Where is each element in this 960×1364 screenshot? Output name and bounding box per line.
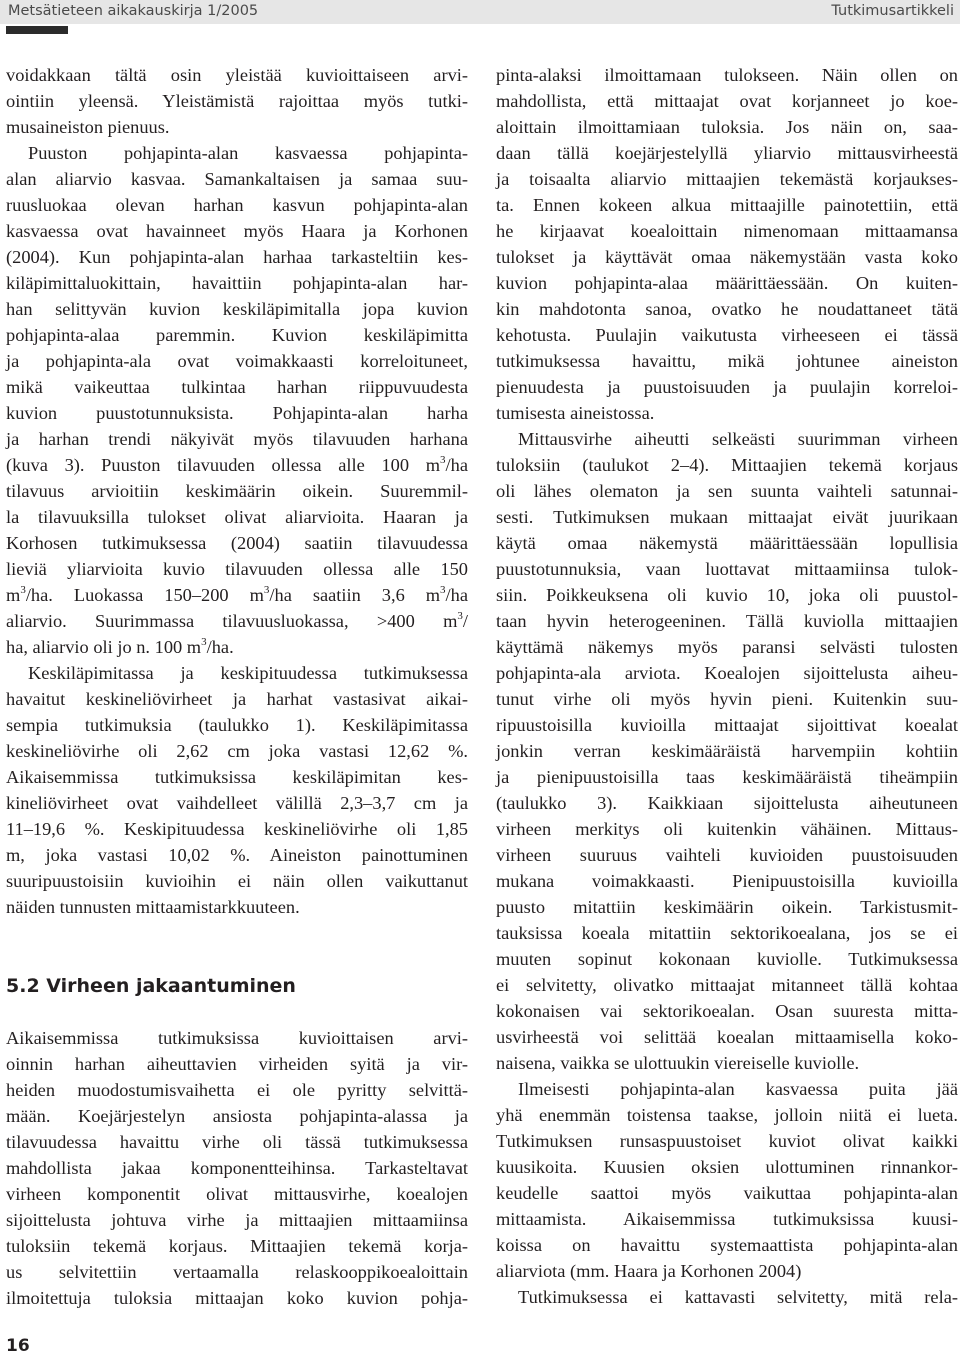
text-line: tilavuudessa havaittu virhe oli tässä tutkimuksessa bbox=[6, 1132, 468, 1152]
text-line: Tutkimuksen runsaspuustoiset kuviot olivat kaikki bbox=[496, 1131, 958, 1151]
text-line: ja toisaalta aliarvio mittaajien tekemästä korjaukses- bbox=[496, 169, 958, 189]
text-line: la tilavuuksilla tulokset olivat aliarvioita. Haaran ja bbox=[6, 507, 468, 527]
superscript: 3 bbox=[440, 453, 446, 466]
superscript: 3 bbox=[440, 583, 446, 596]
text-line: tumisesta aineistossa. bbox=[496, 403, 655, 423]
text-line: sempia tutkimuksia (taulukko 1). Keskiläpimitassa bbox=[6, 715, 468, 735]
text-line: Puuston pohjapinta-alan kasvaessa pohjapinta- bbox=[28, 143, 468, 163]
page-number: 16 bbox=[6, 1336, 30, 1356]
text-line: ja pohjapinta-ala ovat voimakkaasti korreloituneet, bbox=[6, 351, 468, 371]
text-line: heiden muodostumisvaihetta ei ole pyritty selvittä- bbox=[6, 1080, 468, 1100]
superscript: 3 bbox=[263, 583, 270, 596]
text-line: muuten sopinut kokonaan kuviolle. Tutkimuksessa bbox=[496, 949, 958, 969]
text-line: alan aliarvio kasvaa. Samankaltaisen ja samaa suu- bbox=[6, 169, 468, 189]
text-line: pienuudesta ja puustoisuuden ja puulajin korreloi- bbox=[496, 377, 958, 397]
superscript: 3 bbox=[457, 609, 463, 622]
text-line: kokonaisen vai sektorikoealan. Osan suuresta mitta- bbox=[496, 1001, 958, 1021]
text-line: Mittausvirhe aiheutti selkeästi suurimman virheen bbox=[518, 429, 958, 449]
text-line: näiden tunnusten mittaamistarkkuuteen. bbox=[6, 897, 300, 917]
text-line: ta. Ennen kokeen alkua mittaajille painotettiin, että bbox=[496, 195, 958, 215]
text-line: virheen suuruus vaihteli kuvioiden puustoisuuden bbox=[496, 845, 958, 865]
text-line: mittaamista. Aikaisemmissa tutkimuksissa kuusi- bbox=[496, 1209, 958, 1229]
text-line: tutkimuksessa havaittu, mikä johtunee aineiston bbox=[496, 351, 958, 371]
text-line: Keskiläpimitassa ja keskipituudessa tutkimuksessa bbox=[28, 663, 468, 683]
text-line: kiläpimittaluokittain, havaittiin pohjapinta-alan har- bbox=[6, 273, 468, 293]
text-line: oinnin harhan aiheuttavien virheiden syitä ja vir- bbox=[6, 1054, 468, 1074]
right-column bbox=[496, 62, 958, 1310]
text-line: keudelle saattoi myös vaikuttaa pohjapinta-alan bbox=[496, 1183, 958, 1203]
text-line: puusto mitattiin keskimäärin oikein. Tarkistusmit- bbox=[496, 897, 958, 917]
text-line: yhä enemmän toistensa taakse, jolloin niitä ei lueta. bbox=[496, 1105, 958, 1125]
text-line: (taulukko 3). Kaikkiaan sijoittelusta aiheutuneen bbox=[496, 793, 958, 813]
text-line: käyttämä näkemys myös paransi selvästi tulosten bbox=[496, 637, 958, 657]
running-header bbox=[0, 0, 960, 24]
text-line: Aikaisemmissa tutkimuksissa kuvioittaisen arvi- bbox=[6, 1028, 468, 1048]
text-line: mahdollista jakaa komponentteihinsa. Tarkasteltavat bbox=[6, 1158, 468, 1178]
text-line: m, joka vastasi 10,02 %. Aineiston painottuminen bbox=[6, 845, 468, 865]
text-line: us selvitettiin vertaamalla relaskooppikoealoittain bbox=[6, 1262, 468, 1282]
text-line: Tutkimuksessa ei kattavasti selvitetty, mitä rela- bbox=[518, 1287, 958, 1307]
text-line: kuvion puustotunnuksista. Pohjapinta-alan harha bbox=[6, 403, 468, 423]
text-line: kehotusta. Puulajin vaikutusta virheeseen ei tässä bbox=[496, 325, 958, 345]
text-line: (2004). Kun pohjapinta-alan harhaa tarkasteltiin kes- bbox=[6, 247, 468, 267]
text-line: (kuva 3). Puuston tilavuuden ollessa alle 100 $m^3/ha$ bbox=[6, 453, 468, 475]
text-line: pinta-alaksi ilmoittamaan tulokseen. Näin ollen on bbox=[496, 65, 958, 85]
text-line: han selittyvän kuvion keskiläpimitalla jopa kuvion bbox=[6, 299, 468, 319]
text-line: tauksissa koeala mitattiin sektorikoealana, jos se ei bbox=[496, 923, 958, 943]
text-line: aliarvio. Suurimmassa tilavuusluokassa, >400 $m^3/$ bbox=[6, 609, 468, 631]
section-label: Tutkimusartikkeli bbox=[831, 3, 954, 19]
text-line: Korhosen tutkimuksessa (2004) saatiin tilavuudessa bbox=[6, 533, 468, 553]
text-line: sijoittelusta johtuva virhe ja mittaajien mittaamiinsa bbox=[6, 1210, 468, 1230]
text-line: tunut virhe oli myös hyvin pieni. Kuitenkin suu- bbox=[496, 689, 958, 709]
text-line: kineliövirheet ovat vaihdelleet välillä 2,3–3,7 cm ja bbox=[6, 793, 468, 813]
left-column-top bbox=[6, 62, 468, 920]
text-line: voidakkaan tältä osin yleistää kuvioittaiseen arvi- bbox=[6, 65, 468, 85]
text-line: aloittain ilmoittamiaan tuloksia. Jos näin on, saa- bbox=[496, 117, 958, 137]
text-line: usvirheestä voi selittää koealan mittaamisella koko- bbox=[496, 1027, 958, 1047]
journal-title: Metsätieteen aikakauskirja 1/2005 bbox=[8, 3, 259, 19]
text-line: Ilmeisesti pohjapinta-alan kasvaessa puita jää bbox=[518, 1079, 958, 1099]
text-line: aliarviota (mm. Haara ja Korhonen 2004) bbox=[496, 1261, 802, 1281]
text-line: koissa on havaittu systemaattista pohjapinta-alan bbox=[496, 1235, 958, 1255]
text-line: $m^3/ha$. Luokassa 150–200 $m^3/ha$ saatiin 3,6 $m^3/ha$ bbox=[6, 583, 468, 605]
superscript: 3 bbox=[201, 635, 207, 648]
text-line: ja pienipuustoisilla taas keskimääräistä tiheämpiin bbox=[496, 767, 958, 787]
text-line: keskineliövirhe oli 2,62 cm joka vastasi 12,62 %. bbox=[6, 741, 468, 761]
text-line: suuripuustoisiin kuvioihin ei näin ollen vaikuttanut bbox=[6, 871, 468, 891]
text-line: puustotunnuksia, vaan luottavat mittaamiinsa tulok- bbox=[496, 559, 958, 579]
text-line: kasvaessa ovat havainneet myös Haara ja Korhonen bbox=[6, 221, 468, 241]
text-line: käytä omaa näkemystä määrittäessään lopullisia bbox=[496, 533, 958, 553]
text-line: tuloksiin (taulukot 2–4). Mittaajien tekemä korjaus bbox=[496, 455, 958, 475]
text-line: jonkin verran keskimääräistä harvempiin kohtiin bbox=[496, 741, 958, 761]
text-line: sesti. Tutkimuksen mukaan mittaajat eivät juurikaan bbox=[496, 507, 958, 527]
text-line: mukana voimakkaasti. Pienipuustoisilla kuvioilla bbox=[496, 871, 958, 891]
text-line: lieviä yliarvioita kuvio tilavuuden ollessa alle 150 bbox=[6, 559, 468, 579]
superscript: 3 bbox=[20, 583, 26, 596]
text-line: kin mahdotonta sanoa, ovatko he noudattaneet tätä bbox=[496, 299, 958, 319]
text-line: Aikaisemmissa tutkimuksissa keskiläpimitan kes- bbox=[6, 767, 468, 787]
text-line: musaineiston pienuus. bbox=[6, 117, 170, 137]
text-line: tulokset ja käyttävät omaa näkemystään vasta koko bbox=[496, 247, 958, 267]
header-accent-bar bbox=[6, 26, 68, 34]
text-line: mikä vaikeuttaa tulkintaa harhan riippuvuudesta bbox=[6, 377, 468, 397]
text-line: tuloksiin tekemä korjaus. Mittaajien tekemä korja- bbox=[6, 1236, 468, 1256]
text-line: mahdollista, että mittaajat ovat korjanneet jo koe- bbox=[496, 91, 958, 111]
text-line: kuusikoita. Kuusien oksien ulottuminen rinnankor- bbox=[496, 1157, 958, 1177]
text-line: daan tällä koejärjestelyllä yliarvio mittausvirheestä bbox=[496, 143, 958, 163]
text-line: pohjapinta-alaa paremmin. Kuvion keskiläpimitta bbox=[6, 325, 468, 345]
left-column-bottom bbox=[6, 1025, 468, 1311]
text-line: kuvion pohjapinta-alaa määrittäessään. On kuiten- bbox=[496, 273, 958, 293]
text-line: virheen merkitys oli kuitenkin vähäinen. Mittaus- bbox=[496, 819, 958, 839]
text-line: taan hyvin heterogeeninen. Tällä kuviolla mittaajien bbox=[496, 611, 958, 631]
text-line: havaitut keskineliövirheet ja harhat vastasivat aikai- bbox=[6, 689, 468, 709]
text-line: pohjapinta-ala arviota. Koealojen sijoittelusta aiheu- bbox=[496, 663, 958, 683]
text-line: he kirjaavat koealoittain nimenomaan mittaamansa bbox=[496, 221, 958, 241]
section-heading: 5.2 Virheen jakaantuminen bbox=[6, 975, 296, 997]
text-line: naisena, vaikka se ulottuukin viereiselle kuviolle. bbox=[496, 1053, 860, 1073]
text-line: ha, aliarvio oli jo n. 100 $m^3/ha$. bbox=[6, 635, 234, 657]
text-line: oli lähes olematon ja sen suunta vaihteli satunnai- bbox=[496, 481, 958, 501]
text-line: ruusluokaa olevan harhan kasvun pohjapinta-alan bbox=[6, 195, 468, 215]
text-line: siin. Poikkeuksena oli kuvio 10, joka oli puustol- bbox=[496, 585, 958, 605]
text-line: 11–19,6 %. Keskipituudessa keskineliövirhe oli 1,85 bbox=[6, 819, 468, 839]
text-line: tilavuus arvioitiin keskimäärin oikein. Suuremmil- bbox=[6, 481, 468, 501]
text-line: ei selvitetty, olivatko mittaajat mitanneet tällä kohtaa bbox=[496, 975, 958, 995]
text-line: ripuustoisilla kuvioilla mittaajat sijoittivat koealat bbox=[496, 715, 958, 735]
text-line: ointiin yleensä. Yleistämistä rajoittaa myös tutki- bbox=[6, 91, 468, 111]
text-line: mään. Koejärjestelyn ansiosta pohjapinta-alassa ja bbox=[6, 1106, 468, 1126]
text-line: ilmoitettuja tuloksia mittaajan koko kuvion pohja- bbox=[6, 1288, 468, 1308]
text-line: virheen komponentit olivat mittausvirhe, koealojen bbox=[6, 1184, 468, 1204]
text-line: ja harhan trendi näkyivät myös tilavuuden harhana bbox=[6, 429, 468, 449]
